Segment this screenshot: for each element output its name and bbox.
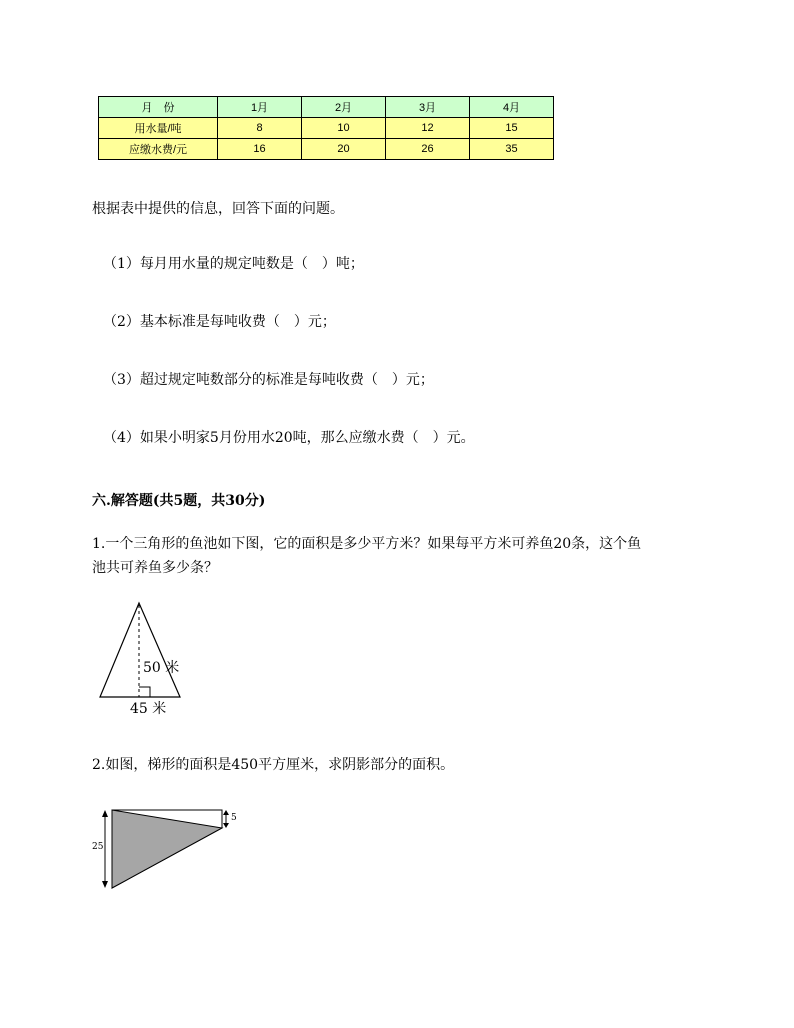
row-label: 应缴水费/元	[99, 139, 218, 160]
table-header-cell: 月 份	[99, 97, 218, 118]
trapezoid-figure	[0, 0, 1, 1]
base-label: 45 米	[130, 701, 167, 717]
question-1: （1）每月用水量的规定吨数是（ ）吨；	[103, 256, 364, 272]
right-angle-mark	[139, 687, 150, 697]
shaded-triangle	[112, 810, 222, 888]
row-label: 用水量/吨	[99, 118, 218, 139]
arrow-down-icon	[223, 823, 229, 828]
table-row	[99, 139, 554, 160]
table-cell: 8	[218, 118, 302, 139]
water-fee-table	[98, 96, 554, 160]
question-2: （2）基本标准是每吨收费（ ）元；	[103, 314, 336, 330]
table-cell: 16	[218, 139, 302, 160]
table-row	[99, 118, 554, 139]
table-header-cell: 1月	[218, 97, 302, 118]
question-4: （4）如果小明家5月份用水20吨，那么应缴水费（ ）元。	[103, 430, 475, 446]
arrow-up-icon	[223, 810, 229, 815]
table-header-row	[99, 97, 554, 118]
left-dimension-label: 25	[92, 842, 104, 852]
question-3: （3）超过规定吨数部分的标准是每吨收费（ ）元；	[103, 372, 434, 388]
table-header-cell: 4月	[470, 97, 554, 118]
arrow-down-icon	[102, 881, 108, 888]
problem-1-line-2: 池共可养鱼多少条？	[92, 560, 218, 576]
table-cell: 26	[386, 139, 470, 160]
table-cell: 20	[302, 139, 386, 160]
problem-2-text: 2.如图，梯形的面积是450平方厘米，求阴影部分的面积。	[92, 757, 455, 773]
table-header-cell: 2月	[302, 97, 386, 118]
section-title: 六.解答题(共5题，共30分)	[92, 493, 266, 509]
right-dimension-label: 5	[231, 813, 237, 823]
problem-1-line-1: 1.一个三角形的鱼池如下图，它的面积是多少平方米？如果每平方米可养鱼20条，这个鱼	[92, 536, 642, 552]
table-cell: 35	[470, 139, 554, 160]
table-cell: 15	[470, 118, 554, 139]
table-cell: 10	[302, 118, 386, 139]
height-label: 50 米	[143, 660, 180, 676]
table-header-cell: 3月	[386, 97, 470, 118]
arrow-up-icon	[102, 810, 108, 817]
intro-text: 根据表中提供的信息，回答下面的问题。	[92, 201, 344, 217]
table-cell: 12	[386, 118, 470, 139]
triangle-outline	[100, 603, 180, 697]
